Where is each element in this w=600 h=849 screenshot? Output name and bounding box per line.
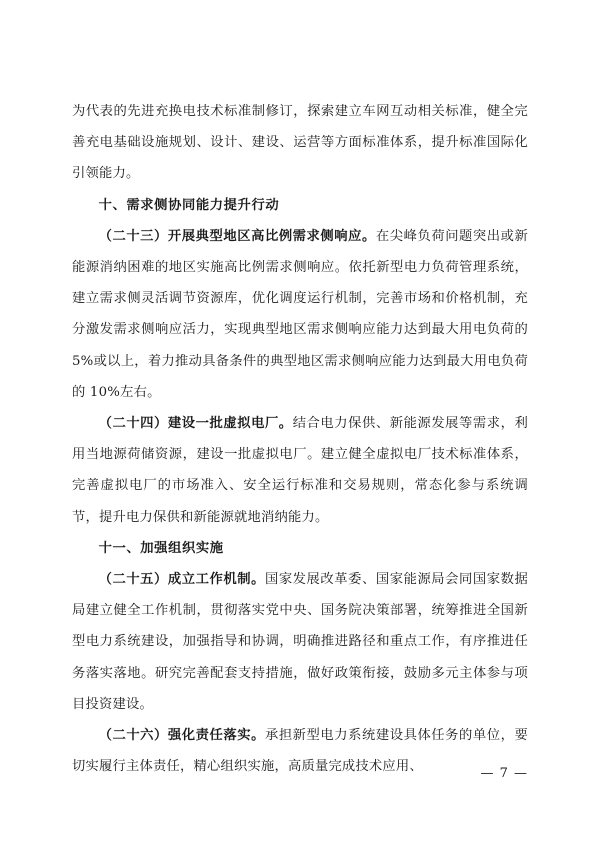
- paragraph-item-25-text: 国家发展改革委、国家能源局会同国家数据局建立健全工作机制，贯彻落实党中央、国务院决策部署，统筹推进全国新型电力系统建设，加强指导和协调，明确推进路径和重点工作，有序推进任务落实落地。研究完善配套支持措施，做好政策衔接，鼓励多元主体参与项目投资建设。: [72, 572, 528, 712]
- paragraph-item-23-lead: （二十三）开展典型地区高比例需求侧响应。: [98, 228, 376, 244]
- document-body: [72, 96, 528, 782]
- paragraph-item-25-lead: （二十五）成立工作机制。: [98, 572, 265, 588]
- paragraph-standards-continuation: 为代表的先进充换电技术标准制修订，探索建立车网互动相关标准，健全完善充电基础设施规划、设计、建设、运营等方面标准体系，提升标准国际化引领能力。: [72, 104, 528, 182]
- heading-section-ten: 十、需求侧协同能力提升行动: [98, 197, 280, 213]
- paragraph-item-26-text: 承担新型电力系统建设具体任务的单位，要切实履行主体责任，精心组织实施，高质量完成技术应用、: [72, 728, 528, 775]
- paragraph-item-24-lead: （二十四）建设一批虚拟电厂。: [98, 416, 293, 432]
- page-content-area: [72, 96, 528, 796]
- paragraph-item-24-text: 结合电力保供、新能源发展等需求，利用当地源荷储资源，建设一批虚拟电厂。建立健全虚拟电厂技术标准体系，完善虚拟电厂的市场准入、安全运行标准和交易规则，常态化参与系统调节，提升电力保供和新能源就地消纳能力。: [72, 416, 528, 525]
- heading-section-eleven: 十一、加强组织实施: [98, 540, 224, 556]
- paragraph-item-24: [72, 408, 528, 533]
- paragraph-item-26-lead: （二十六）强化责任落实。: [98, 728, 265, 744]
- paragraph-item-23-text: 在尖峰负荷问题突出或新能源消纳困难的地区实施高比例需求侧响应。依托新型电力负荷管理系统，建立需求侧灵活调节资源库，优化调度运行机制，完善市场和价格机制，充分激发需求侧响应活力，实现典型地区需求侧响应能力达到最大用电负荷的 5%或以上，着力推动具备条件的典型地区需求侧响应能力达到最大用电负荷的 10%左右。: [72, 228, 529, 400]
- page-number: — 7 —: [480, 766, 528, 781]
- paragraph-item-25: [72, 564, 528, 720]
- paragraph-item-23: [72, 221, 528, 408]
